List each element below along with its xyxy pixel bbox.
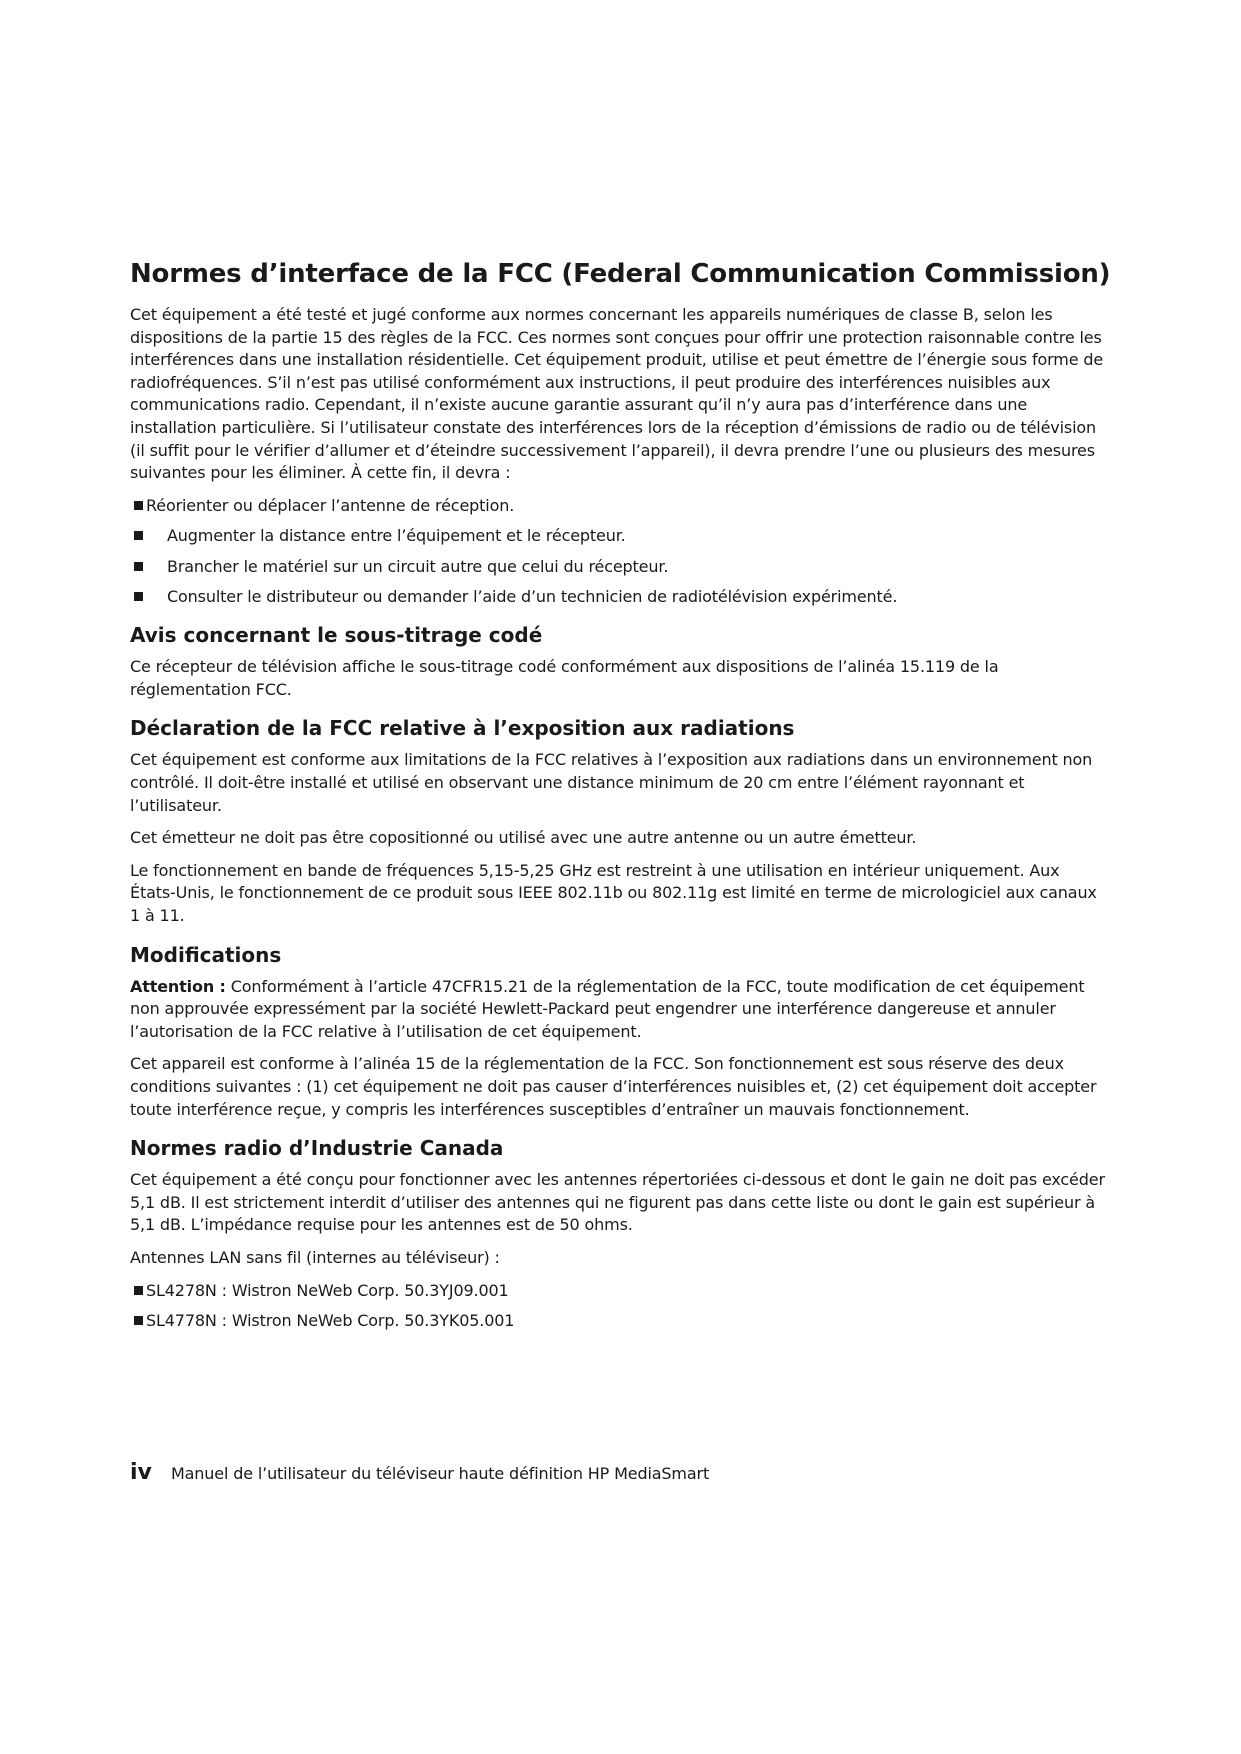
list-item: Consulter le distributeur ou demander l’aide d’un technicien de radiotélévision expérimenté. bbox=[130, 586, 1105, 608]
square-bullet-icon bbox=[134, 501, 143, 510]
modifications-paragraph-2: Cet appareil est conforme à l’alinéa 15 de la réglementation de la FCC. Son fonctionnement est sous réserve des deux conditions suivantes : (1) cet équipement ne doit pas causer d’interférences nuisibles et, (2) cet équipement doit accepter toute interférence reçue, y compris les interférences susceptibles d’entraîner un mauvais fonctionnement. bbox=[130, 1054, 1097, 1119]
intro-paragraph: Cet équipement a été testé et jugé conforme aux normes concernant les appareils numériques de classe B, selon les dispositions de la partie 15 des règles de la FCC. Ces normes sont conçues pour offrir une protection raisonnable contre les interférences dans une installation résidentielle. Cet équipement produit, utilise et peut émettre de l’énergie sous forme de radiofréquences. S’il n’est pas utilisé conformément aux instructions, il peut produire des interférences nuisibles aux communications radio. Cependant, il n’existe aucune garantie assurant qu’il n’y aura pas d’interférence dans une installation particulière. Si l’utilisateur constate des interférences lors de la réception d’émissions de radio ou de télévision (il suffit pour le vérifier d’allumer et d’éteindre successivement l’appareil), il devra prendre l’une ou plusieurs des mesures suivantes pour les éliminer. À cette fin, il devra : bbox=[130, 305, 1104, 483]
canada-paragraph-2: Antennes LAN sans fil (internes au téléviseur) : bbox=[130, 1247, 500, 1267]
square-bullet-icon bbox=[134, 592, 143, 601]
radiation-paragraph-2: Cet émetteur ne doit pas être copositionné ou utilisé avec une autre antenne ou un autre émetteur. bbox=[130, 828, 917, 848]
caption-section-title: Avis concernant le sous-titrage codé bbox=[130, 623, 543, 648]
list-item: SL4778N : Wistron NeWeb Corp. 50.3YK05.001 bbox=[130, 1310, 1105, 1332]
page-heading: Normes d’interface de la FCC (Federal Communication Commission) bbox=[130, 259, 1111, 289]
antenna-list bbox=[130, 1280, 1105, 1333]
canada-paragraph-1: Cet équipement a été conçu pour fonctionner avec les antennes répertoriées ci-dessous et dont le gain ne doit pas excéder 5,1 dB. Il est strictement interdit d’utiliser des antennes qui ne figurent pas dans cette liste ou dont le gain est supérieur à 5,1 dB. L’impédance requise pour les antennes est de 50 ohms. bbox=[130, 1170, 1105, 1235]
square-bullet-icon bbox=[134, 531, 143, 540]
canada-section-title: Normes radio d’Industrie Canada bbox=[130, 1136, 504, 1161]
modifications-section-title: Modifications bbox=[130, 942, 282, 967]
list-item: SL4278N : Wistron NeWeb Corp. 50.3YJ09.001 bbox=[130, 1280, 1105, 1302]
attention-label: Attention : bbox=[130, 976, 226, 996]
document-page bbox=[130, 258, 1111, 1342]
square-bullet-icon bbox=[134, 1316, 143, 1325]
attention-paragraph bbox=[130, 976, 1105, 1044]
manual-title: Manuel de l’utilisateur du téléviseur haute définition HP MediaSmart bbox=[170, 1464, 710, 1483]
caption-section-text: Ce récepteur de télévision affiche le sous-titrage codé conformément aux dispositions de l’alinéa 15.119 de la réglementation FCC. bbox=[130, 657, 999, 699]
square-bullet-icon bbox=[134, 562, 143, 571]
page-number: iv bbox=[130, 1460, 152, 1485]
list-item: Réorienter ou déplacer l’antenne de réception. bbox=[130, 495, 1105, 517]
square-bullet-icon bbox=[134, 1286, 143, 1295]
radiation-section-title: Déclaration de la FCC relative à l’exposition aux radiations bbox=[130, 716, 795, 741]
radiation-paragraph-1: Cet équipement est conforme aux limitations de la FCC relatives à l’exposition aux radiations dans un environnement non contrôlé. Il doit-être installé et utilisé en observant une distance minimum de 20 cm entre l’élément rayonnant et l’utilisateur. bbox=[130, 750, 1093, 815]
page-footer bbox=[130, 1460, 709, 1485]
radiation-paragraph-3: Le fonctionnement en bande de fréquences 5,15-5,25 GHz est restreint à une utilisation en intérieur uniquement. Aux États-Unis, le fonctionnement de ce produit sous IEEE 802.11b ou 802.11g est limité en terme de micrologiciel aux canaux 1 à 11. bbox=[130, 860, 1097, 925]
measures-list bbox=[130, 495, 1105, 609]
list-item: Brancher le matériel sur un circuit autre que celui du récepteur. bbox=[130, 556, 1105, 578]
list-item: Augmenter la distance entre l’équipement et le récepteur. bbox=[130, 525, 1105, 547]
attention-text: Conformément à l’article 47CFR15.21 de la réglementation de la FCC, toute modification de cet équipement non approuvée expressément par la société Hewlett-Packard peut engendrer une interférence dangereuse et annuler l’autorisation de la FCC relative à l’utilisation de cet équipement. bbox=[130, 976, 1085, 1041]
